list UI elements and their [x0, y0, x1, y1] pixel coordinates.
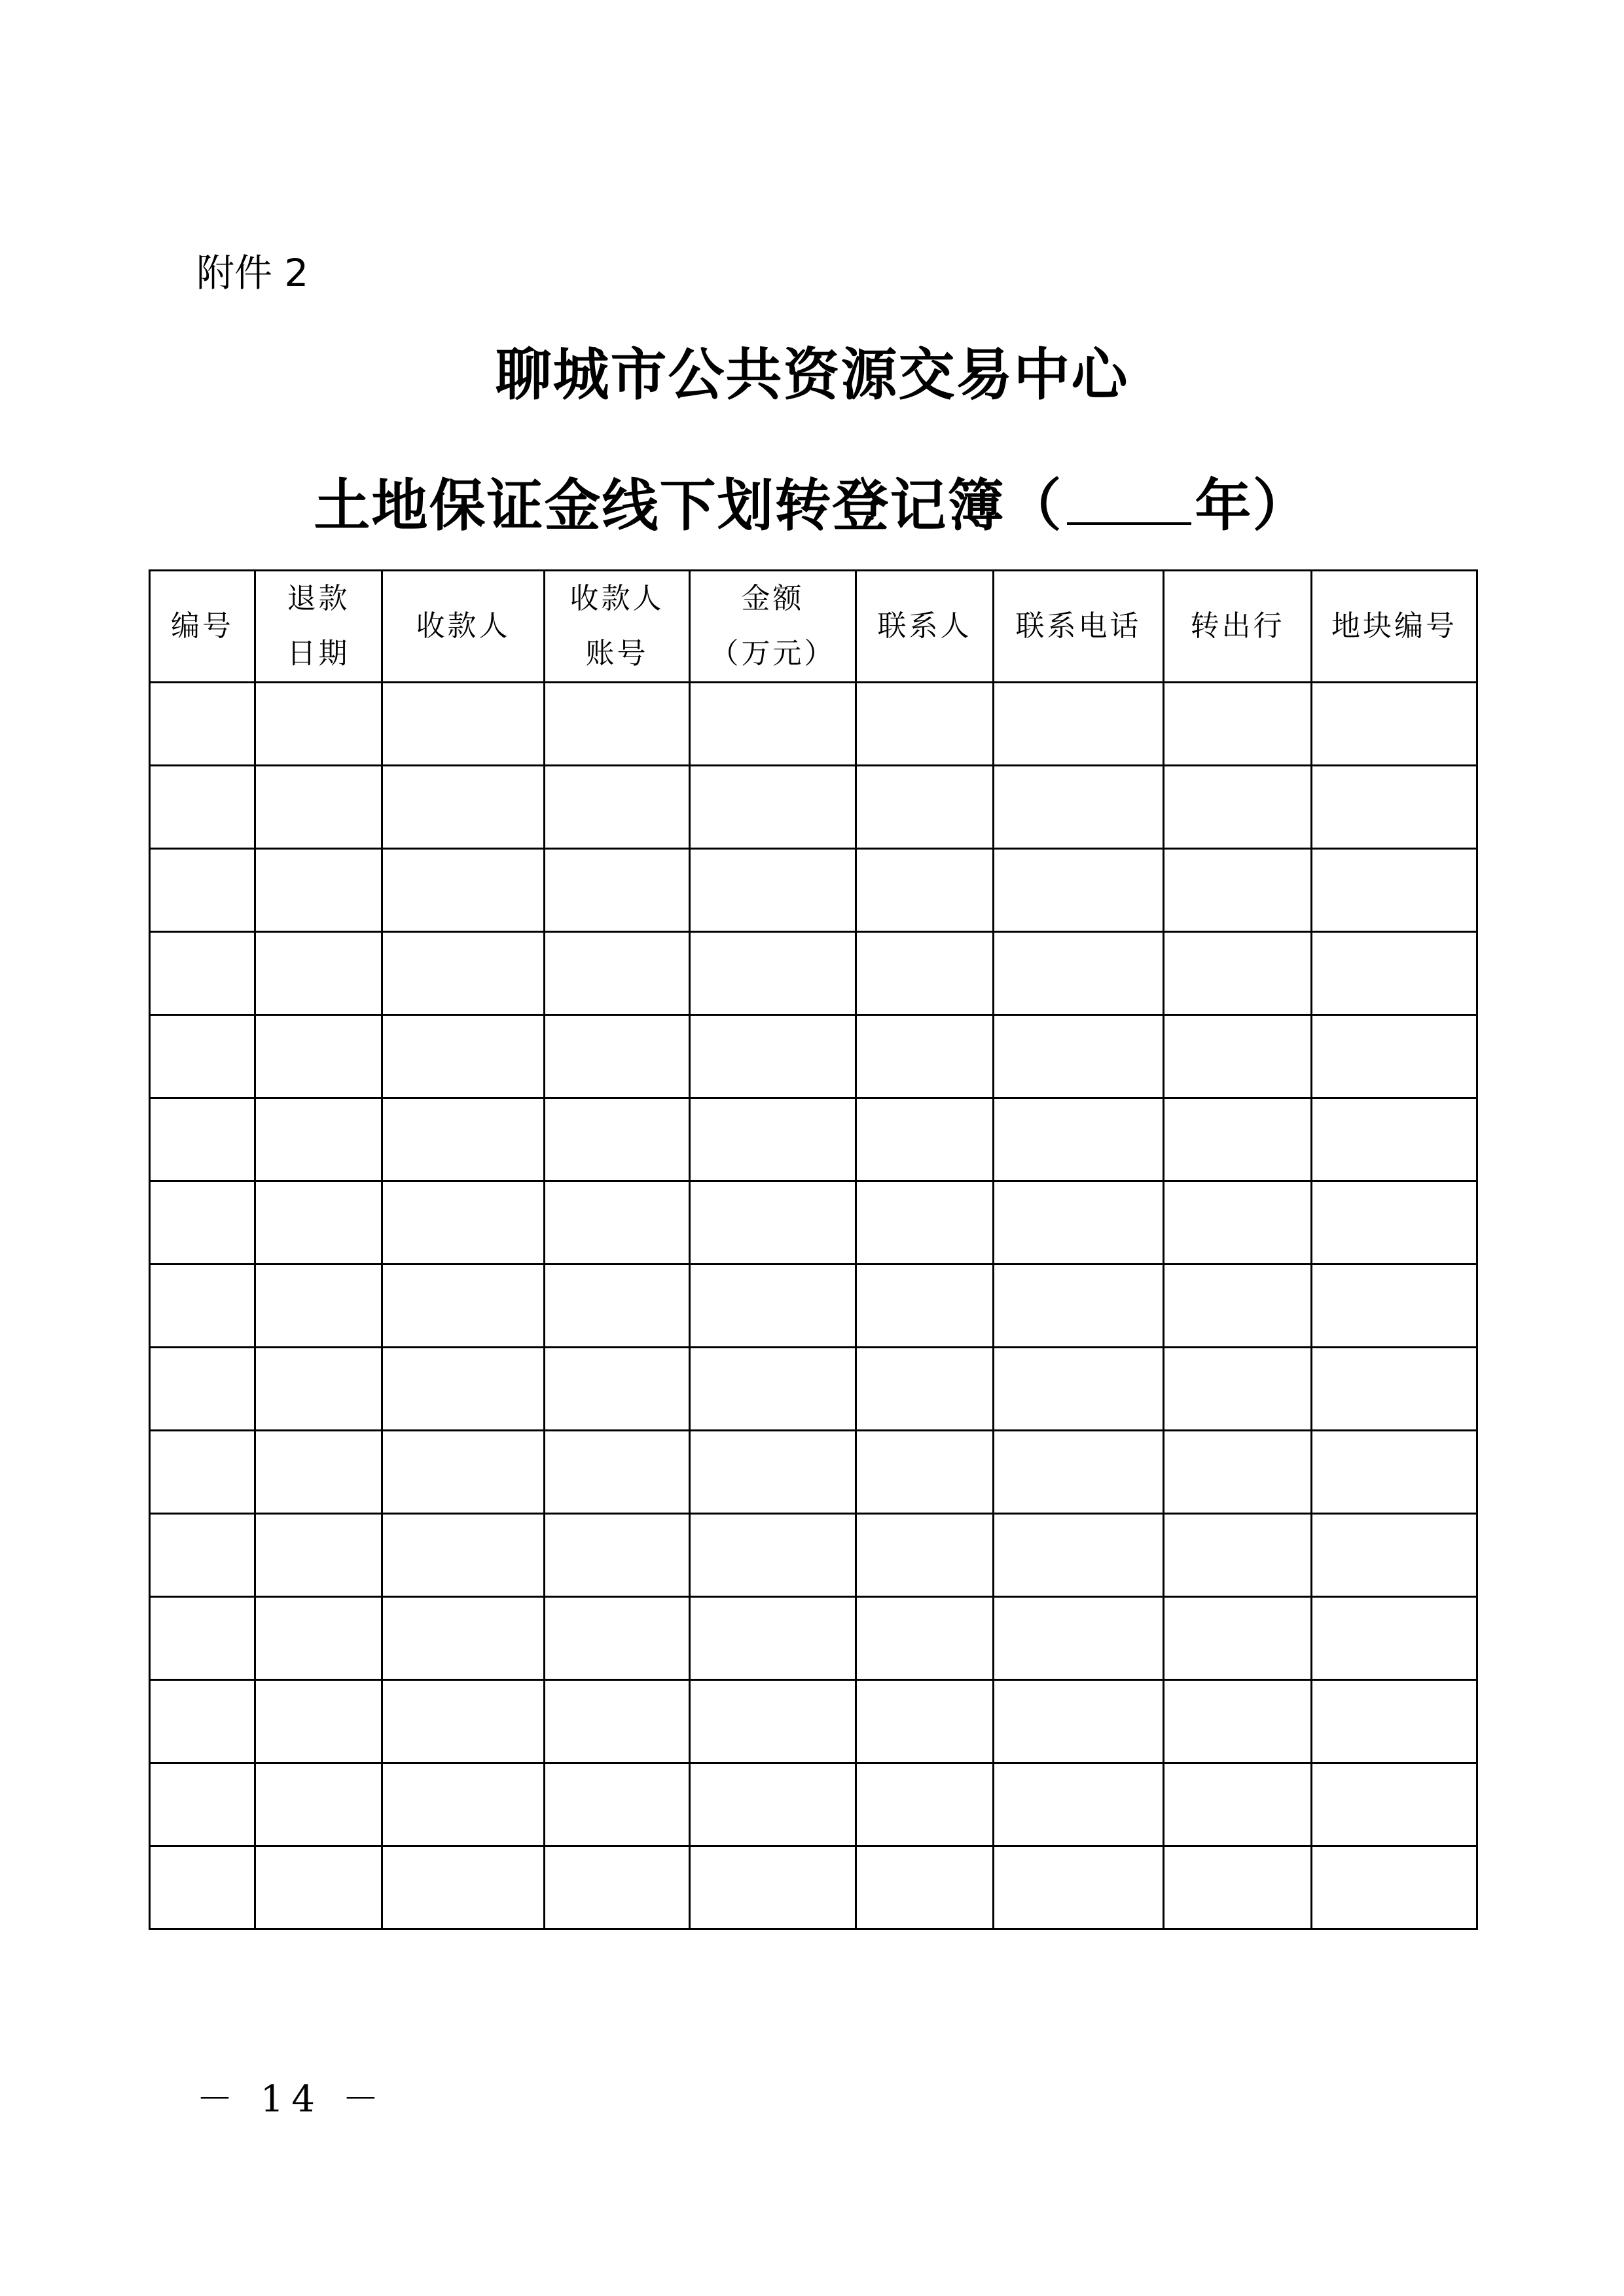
table-row	[150, 1514, 1477, 1597]
table-cell[interactable]	[1312, 1846, 1477, 1929]
table-cell[interactable]	[994, 1680, 1164, 1763]
table-cell[interactable]	[382, 1597, 545, 1680]
table-cell[interactable]	[1164, 1348, 1312, 1431]
table-cell[interactable]	[690, 1680, 856, 1763]
column-header-line: 编号	[171, 609, 234, 643]
table-row	[150, 1348, 1477, 1431]
column-header-line: 转出行	[1190, 609, 1285, 643]
table-cell[interactable]	[382, 1514, 545, 1597]
table-row	[150, 1431, 1477, 1514]
table-cell[interactable]	[545, 849, 690, 932]
table-cell[interactable]	[1164, 1514, 1312, 1597]
table-cell[interactable]	[255, 1015, 382, 1098]
table-cell[interactable]	[1164, 683, 1312, 766]
table-cell[interactable]	[1164, 1015, 1312, 1098]
attachment-label: 附件 2	[196, 251, 309, 295]
table-cell[interactable]	[690, 1181, 856, 1265]
table-cell[interactable]	[1312, 1098, 1477, 1181]
table-cell[interactable]	[994, 1431, 1164, 1514]
table-cell[interactable]	[994, 1015, 1164, 1098]
table-cell[interactable]	[690, 1514, 856, 1597]
table-cell[interactable]	[150, 1265, 255, 1348]
table-header	[150, 571, 1477, 683]
table-cell[interactable]	[856, 1680, 994, 1763]
column-header	[994, 571, 1164, 683]
table-cell[interactable]	[382, 683, 545, 766]
table-cell[interactable]	[690, 766, 856, 849]
column-header-line: 联系人	[877, 609, 972, 643]
table-cell[interactable]	[994, 1846, 1164, 1929]
table-cell[interactable]	[994, 1181, 1164, 1265]
table-cell[interactable]	[150, 1514, 255, 1597]
column-header	[382, 571, 545, 683]
table-cell[interactable]	[150, 932, 255, 1015]
table-cell[interactable]	[856, 1846, 994, 1929]
table-cell[interactable]	[994, 932, 1164, 1015]
table-cell[interactable]	[856, 1181, 994, 1265]
table-cell[interactable]	[150, 1181, 255, 1265]
table-cell[interactable]	[150, 1597, 255, 1680]
table-cell[interactable]	[545, 1431, 690, 1514]
column-header	[545, 571, 690, 683]
table-row	[150, 1098, 1477, 1181]
table-cell[interactable]	[1312, 1348, 1477, 1431]
table-cell[interactable]	[545, 683, 690, 766]
table-cell[interactable]	[856, 766, 994, 849]
table-cell[interactable]	[545, 932, 690, 1015]
table-cell[interactable]	[1164, 1431, 1312, 1514]
column-header	[856, 571, 994, 683]
table-cell[interactable]	[690, 849, 856, 932]
table-cell[interactable]	[255, 1680, 382, 1763]
table-cell[interactable]	[1312, 1597, 1477, 1680]
table-cell[interactable]	[856, 1098, 994, 1181]
table-row	[150, 1015, 1477, 1098]
table-cell[interactable]	[255, 1514, 382, 1597]
table-row	[150, 1597, 1477, 1680]
table-cell[interactable]	[545, 1680, 690, 1763]
table-cell[interactable]	[382, 1846, 545, 1929]
table-cell[interactable]	[150, 683, 255, 766]
table-cell[interactable]	[1312, 766, 1477, 849]
table-cell[interactable]	[1312, 1015, 1477, 1098]
table-row	[150, 1181, 1477, 1265]
table-cell[interactable]	[382, 1015, 545, 1098]
table-cell[interactable]	[255, 1265, 382, 1348]
table-cell[interactable]	[545, 1348, 690, 1431]
table-cell[interactable]	[382, 1431, 545, 1514]
table-cell[interactable]	[150, 1763, 255, 1846]
year-blank-line	[1067, 476, 1191, 525]
column-header-line: 日期	[287, 637, 350, 670]
table-cell[interactable]	[545, 1015, 690, 1098]
header-row	[150, 571, 1477, 683]
column-header-line: 联系电话	[1015, 609, 1142, 643]
table-cell[interactable]	[1312, 849, 1477, 932]
table-row	[150, 683, 1477, 766]
column-header-line: 地块编号	[1331, 609, 1457, 643]
table-cell[interactable]	[255, 849, 382, 932]
table-row	[150, 1680, 1477, 1763]
table-cell[interactable]	[255, 1597, 382, 1680]
table-cell[interactable]	[856, 1431, 994, 1514]
table-cell[interactable]	[150, 1431, 255, 1514]
table-cell[interactable]	[382, 849, 545, 932]
table-cell[interactable]	[856, 1348, 994, 1431]
column-header-line: 收款人	[569, 582, 664, 615]
table-cell[interactable]	[690, 1597, 856, 1680]
table-cell[interactable]	[1164, 1098, 1312, 1181]
table-cell[interactable]	[255, 932, 382, 1015]
document-subtitle	[0, 473, 1624, 539]
table-cell[interactable]	[1164, 1763, 1312, 1846]
page-number: － 14 －	[196, 2078, 387, 2121]
table-cell[interactable]	[1164, 849, 1312, 932]
table-row	[150, 932, 1477, 1015]
registration-ledger-table	[149, 569, 1478, 1930]
table-cell[interactable]	[382, 766, 545, 849]
table-cell[interactable]	[545, 1514, 690, 1597]
table-cell[interactable]	[545, 1098, 690, 1181]
subtitle-suffix: 年）	[1195, 473, 1310, 539]
table-cell[interactable]	[690, 1348, 856, 1431]
table-cell[interactable]	[255, 1431, 382, 1514]
table-cell[interactable]	[856, 1015, 994, 1098]
table-cell[interactable]	[382, 1098, 545, 1181]
table-cell[interactable]	[1164, 1181, 1312, 1265]
table-cell[interactable]	[994, 1597, 1164, 1680]
column-header-line: 金额	[741, 582, 804, 615]
table-cell[interactable]	[856, 932, 994, 1015]
table-cell[interactable]	[545, 1597, 690, 1680]
table-cell[interactable]	[1164, 1680, 1312, 1763]
table-cell[interactable]	[1312, 683, 1477, 766]
table-cell[interactable]	[690, 683, 856, 766]
column-header	[255, 571, 382, 683]
table-cell[interactable]	[690, 932, 856, 1015]
table-cell[interactable]	[1312, 1265, 1477, 1348]
table-cell[interactable]	[1164, 1846, 1312, 1929]
table-cell[interactable]	[150, 1846, 255, 1929]
table-cell[interactable]	[690, 1431, 856, 1514]
column-header	[1164, 571, 1312, 683]
table-cell[interactable]	[545, 766, 690, 849]
table-cell[interactable]	[856, 849, 994, 932]
table-cell[interactable]	[1312, 1763, 1477, 1846]
document-title: 聊城市公共资源交易中心	[495, 342, 1129, 408]
table-cell[interactable]	[690, 1846, 856, 1929]
table-row	[150, 766, 1477, 849]
table-cell[interactable]	[994, 683, 1164, 766]
table-cell[interactable]	[255, 1846, 382, 1929]
table-cell[interactable]	[150, 849, 255, 932]
table-row	[150, 849, 1477, 932]
table-cell[interactable]	[545, 1181, 690, 1265]
table-cell[interactable]	[690, 1098, 856, 1181]
table-cell[interactable]	[994, 766, 1164, 849]
table-cell[interactable]	[1312, 1181, 1477, 1265]
table-cell[interactable]	[255, 1763, 382, 1846]
table-row	[150, 1265, 1477, 1348]
subtitle-prefix: 土地保证金线下划转登记簿（	[314, 473, 1063, 539]
table-cell[interactable]	[382, 1763, 545, 1846]
table-cell[interactable]	[690, 1265, 856, 1348]
table-cell[interactable]	[690, 1015, 856, 1098]
table-cell[interactable]	[150, 1015, 255, 1098]
column-header-line: 收款人	[416, 609, 511, 643]
table-cell[interactable]	[150, 1348, 255, 1431]
table-cell[interactable]	[382, 1265, 545, 1348]
table-cell[interactable]	[255, 1348, 382, 1431]
table-cell[interactable]	[1164, 1597, 1312, 1680]
table-cell[interactable]	[1312, 1514, 1477, 1597]
table-cell[interactable]	[1164, 766, 1312, 849]
table-body	[150, 683, 1477, 1929]
table-cell[interactable]	[1312, 1431, 1477, 1514]
table-cell[interactable]	[994, 1265, 1164, 1348]
table-cell[interactable]	[856, 1265, 994, 1348]
table-cell[interactable]	[545, 1265, 690, 1348]
table-cell[interactable]	[1164, 1265, 1312, 1348]
table-cell[interactable]	[994, 849, 1164, 932]
table-cell[interactable]	[382, 1680, 545, 1763]
table-cell[interactable]	[1312, 1680, 1477, 1763]
column-header	[150, 571, 255, 683]
table-cell[interactable]	[255, 1098, 382, 1181]
column-header-line: 账号	[585, 637, 649, 670]
table-cell[interactable]	[545, 1763, 690, 1846]
table-cell[interactable]	[856, 1597, 994, 1680]
table-cell[interactable]	[690, 1763, 856, 1846]
table-cell[interactable]	[150, 1680, 255, 1763]
column-header	[1312, 571, 1477, 683]
table-cell[interactable]	[994, 1763, 1164, 1846]
table-cell[interactable]	[150, 766, 255, 849]
table-cell[interactable]	[545, 1846, 690, 1929]
column-header	[690, 571, 856, 683]
table-cell[interactable]	[1164, 932, 1312, 1015]
table-cell[interactable]	[856, 683, 994, 766]
table-cell[interactable]	[856, 1763, 994, 1846]
table-cell[interactable]	[382, 1348, 545, 1431]
table-cell[interactable]	[994, 1348, 1164, 1431]
table-row	[150, 1763, 1477, 1846]
table-cell[interactable]	[1312, 932, 1477, 1015]
column-header-line: 退款	[287, 582, 350, 615]
table-cell[interactable]	[150, 1098, 255, 1181]
table-cell[interactable]	[994, 1098, 1164, 1181]
table-cell[interactable]	[994, 1514, 1164, 1597]
table-cell[interactable]	[856, 1514, 994, 1597]
table-cell[interactable]	[255, 683, 382, 766]
table-cell[interactable]	[382, 932, 545, 1015]
table-cell[interactable]	[255, 766, 382, 849]
table-cell[interactable]	[255, 1181, 382, 1265]
table-cell[interactable]	[382, 1181, 545, 1265]
column-header-line: （万元）	[710, 637, 836, 670]
table-row	[150, 1846, 1477, 1929]
